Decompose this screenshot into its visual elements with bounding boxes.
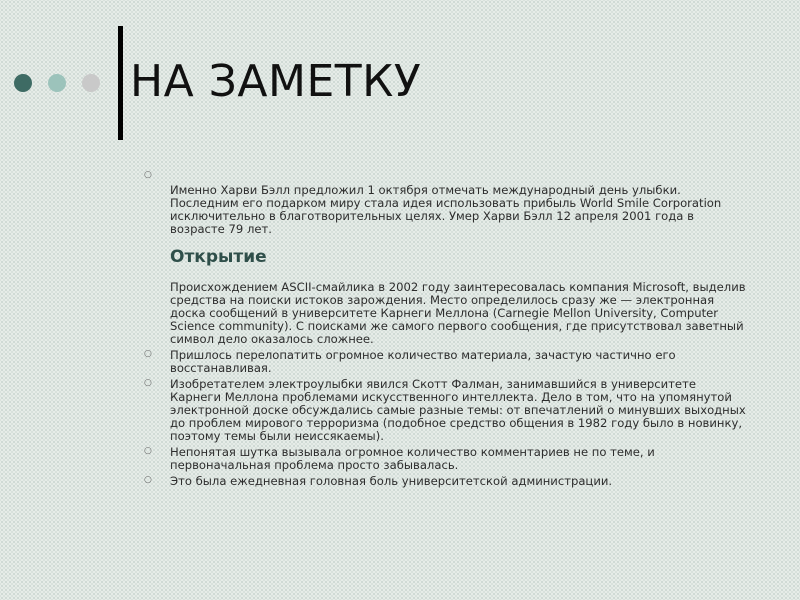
list-item-text: Пришлось перелопатить огромное количество материала, зачастую частично его восстанавливая. (170, 348, 676, 375)
bullet-icon: ○ (144, 170, 152, 180)
bullet-icon: ○ (144, 349, 152, 359)
bullet-icon: ○ (144, 446, 152, 456)
list-item-text: Непонятая шутка вызывала огромное количество комментариев не по теме, и первоначальная проблема просто забывалась. (170, 445, 655, 472)
slide-body (144, 170, 750, 491)
decor-dot-dark (14, 74, 32, 92)
intro-paragraph: Именно Харви Бэлл предложил 1 октября отмечать международный день улыбки. Последним его подарком миру стала идея использовать прибыль World Smile Corporation исключительно в благотворительных целях. Умер Харви Бэлл 12 апреля 2001 года в возрасте 79 лет. (170, 183, 722, 236)
subheading: Открытие (170, 247, 267, 267)
list-item (144, 445, 750, 472)
list-item (144, 348, 750, 375)
bullet-icon: ○ (144, 475, 152, 485)
list-item-text: Это была ежедневная головная боль университетской администрации. (170, 474, 613, 488)
title-divider (118, 26, 123, 140)
list-item-text: Изобретателем электроулыбки явился Скотт Фалман, занимавшийся в университете Карнеги Меллона проблемами искусственного интеллекта. Дело в том, что на упомянутой электронной доске обсуждались самые разные темы: от впечатлений о минувших выходных до проблем мирового терроризма (подобное средство общения в 1982 году было в новинку, поэтому темы были неиссякаемы). (170, 377, 746, 443)
list-item (144, 377, 750, 443)
slide-title: НА ЗАМЕТКУ (130, 56, 422, 107)
list-item (144, 474, 750, 488)
body-paragraph: Происхождением ASCII-смайлика в 2002 году заинтересовалась компания Microsoft, выделив средства на поиски истоков зарождения. Место определилось сразу же — электронная доска сообщений в университете Карнеги Меллона (Carnegie Mellon University, Computer Science community). С поисками же самого первого сообщения, где присутствовал заветный символ дело оказалось сложнее. (170, 280, 746, 346)
bullet-icon: ○ (144, 378, 152, 388)
decor-dot-gray (82, 74, 100, 92)
list-item-first (144, 170, 750, 346)
decor-dot-light (48, 74, 66, 92)
